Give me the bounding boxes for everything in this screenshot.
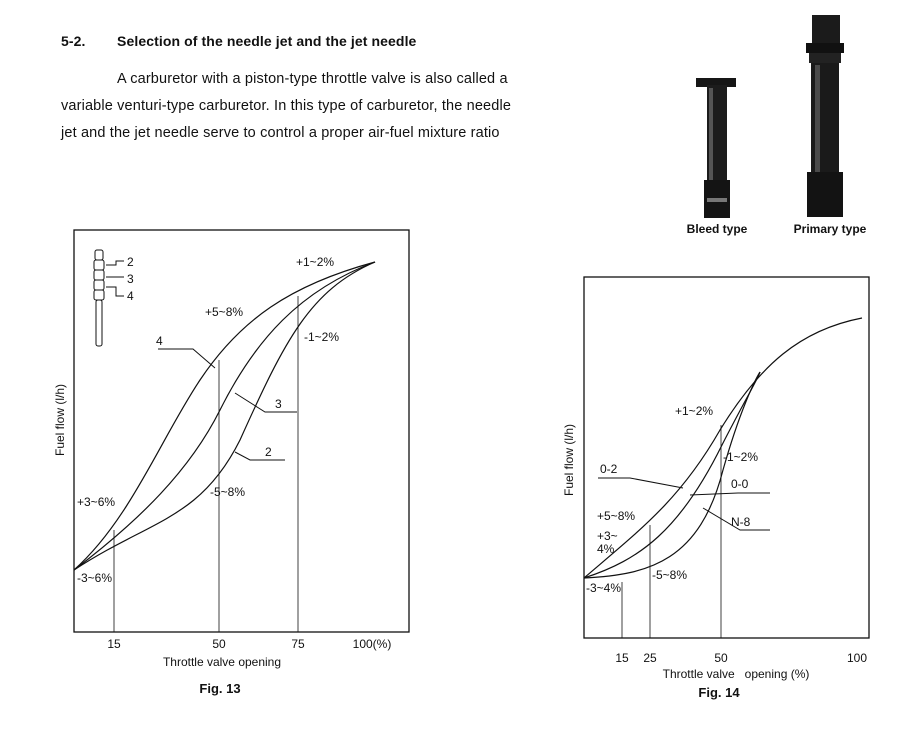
fig13-caption: Fig. 13 [199, 681, 241, 696]
fig14-annotation: +1~2% [675, 404, 714, 418]
fig13-leader-3 [235, 393, 297, 412]
fig14-x-tick: 25 [643, 651, 657, 665]
fig14-x-tick: 50 [714, 651, 728, 665]
fig13-x-tick: 50 [212, 637, 226, 651]
inset-label-3: 3 [127, 272, 134, 286]
fig13-annotation: -3~6% [77, 571, 113, 585]
bleed-type-caption: Bleed type [686, 222, 748, 236]
paragraph-line: jet and the jet needle serve to control a proper air-fuel mixture ratio [61, 125, 500, 141]
fig13-x-tick: 75 [291, 637, 305, 651]
primary-type-needle-image [806, 15, 844, 217]
fig14-series-label-0-2: 0-2 [600, 462, 618, 476]
fig14-annotation: +5~8% [597, 509, 636, 523]
fig13-series-label-2: 2 [265, 445, 272, 459]
fig14-y-axis-label: Fuel flow (l/h) [562, 423, 576, 497]
fig13-annotation: -5~8% [210, 485, 246, 499]
fig13-x-tick: 15 [107, 637, 121, 651]
bleed-type-needle-image [696, 78, 736, 218]
fig14-leader-0-0 [690, 493, 770, 495]
fig13-x-axis-label: Throttle valve opening [162, 655, 282, 669]
fig13-annotation: +5~8% [205, 305, 244, 319]
fig14-x-tick: 15 [615, 651, 629, 665]
needle-inset-icon [94, 250, 124, 346]
fig13-annotation: -1~2% [304, 330, 340, 344]
fig14-series-label-N-8: N-8 [731, 515, 751, 529]
figure-13 [53, 230, 409, 696]
fig14-curve-0-2 [584, 318, 862, 578]
fig14-annotation: -1~2% [723, 450, 759, 464]
fig13-y-axis-label: Fuel flow (l/h) [53, 383, 67, 457]
fig13-leader-2 [235, 452, 285, 460]
inset-label-4: 4 [127, 289, 134, 303]
fig14-annotation: -5~8% [652, 568, 688, 582]
fig13-annotation: +3~6% [77, 495, 116, 509]
fig13-x-tick: 100(%) [352, 637, 392, 651]
fig14-annotation: -3~4% [586, 581, 622, 595]
figure-14 [562, 277, 869, 700]
fig14-leader-0-2 [598, 478, 683, 488]
fig14-x-tick: 100 [846, 651, 868, 665]
section-title: Selection of the needle jet and the jet needle [117, 33, 417, 49]
jet-needle-photo [687, 15, 867, 236]
paragraph-line: A carburetor with a piston-type throttle valve is also called a [117, 71, 508, 87]
fig14-series-label-0-0: 0-0 [731, 477, 749, 491]
fig14-caption: Fig. 14 [698, 685, 740, 700]
fig13-series-label-3: 3 [275, 397, 282, 411]
paragraph-line: variable venturi-type carburetor. In this type of carburetor, the needle [61, 98, 512, 114]
inset-label-2: 2 [127, 255, 134, 269]
primary-type-caption: Primary type [793, 222, 867, 236]
section-number: 5-2. [61, 33, 86, 49]
fig14-annotation: 4% [597, 542, 615, 556]
fig13-series-label-4: 4 [156, 334, 163, 348]
fig13-frame [74, 230, 409, 632]
fig14-x-axis-label: Throttle valve opening (%) [662, 667, 810, 681]
fig13-leader-4 [158, 349, 215, 368]
fig14-annotation: +3~ [597, 529, 618, 543]
fig13-annotation: +1~2% [296, 255, 335, 269]
